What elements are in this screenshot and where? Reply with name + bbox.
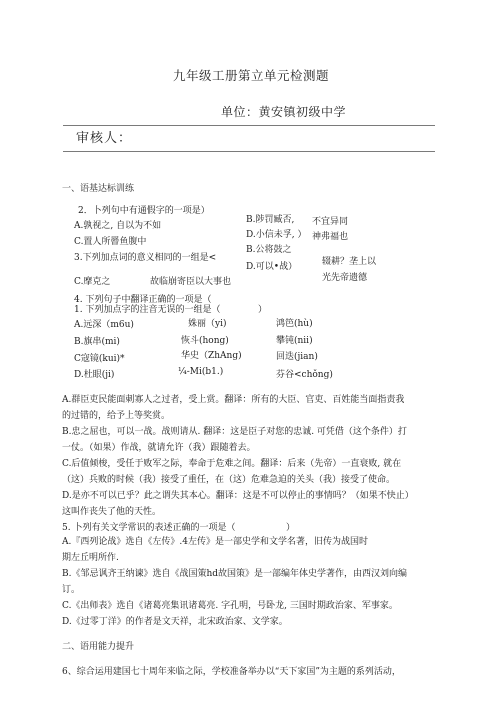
q3-option-b-tail: 辍耕？垄上以 (322, 257, 377, 267)
q3-option-c-tail: 故临崩寄臣以大事也 (150, 277, 232, 287)
unit-line: 单位：黄安镇初级中学 (221, 105, 347, 119)
translation-line-5: C.后值倾梭，受任于败军之际，奉命于危难之间。翻译：后来（先帝）一直衰败, 就在 (62, 459, 402, 469)
pinyin-b-2: 恢斗(hong) (181, 336, 229, 346)
pinyin-a-2: 姝丽（yi) (188, 319, 227, 329)
q5-line-5: C.《出师表》选自《诸葛亮集讯诸葛亮. 字孔明，号卧龙, 三国时期政治家、军事家。 (62, 601, 398, 611)
pinyin-d-1: D.杜眼(ji) (74, 370, 115, 380)
divider-top (63, 125, 435, 126)
q2-option-b-tail: 不宜异同 (312, 217, 349, 227)
q5-line-2: 期左丘明所作. (62, 553, 119, 563)
divider-bottom (63, 151, 435, 152)
q5-line-6: D.《过零丁洋》的作者是文天祥，北宋政治家、文学家。 (62, 617, 288, 627)
q2-option-c: C.置人所罾鱼腹中 (74, 237, 147, 247)
translation-line-4: 一仗。（如果）作战，就请允许（我）跟随着去。 (62, 443, 256, 453)
q5-paren: ） (286, 523, 296, 533)
q5-stem: 5. 卜列有关文学常识的表述正确的一项是（ (62, 523, 236, 533)
pinyin-b-1: B.旗串(mi) (74, 337, 120, 347)
translation-line-8: 这叫作丧失了他的天性。 (62, 507, 162, 517)
q2-option-d: D.小信未孚, ） (246, 230, 307, 240)
q3-stem: 3.下列加点词的意义相同的一组是< (74, 253, 217, 263)
q6-stem: 6、综合运用建国七十周年来临之际，学校准备举办以“天下家国”为主题的系列活动， (62, 667, 401, 677)
pinyin-b-3: 攀钝(nii) (276, 336, 313, 346)
reviewer-label: 审核人： (76, 131, 133, 146)
q3-option-b: B.公将鼓之 (246, 245, 292, 255)
section-heading-2: 二、语用能力提升 (62, 642, 135, 652)
translation-line-6: （这）兵败的时候（我）接受了重任，在（这）危难急迫的关头（我）接受了使命。 (62, 475, 396, 485)
q1-paren: ） (258, 305, 268, 315)
q4-stem: 4. 下列句子中翻译正确的一项是（ (74, 295, 212, 305)
q2-option-d-tail: 神弗福也 (312, 232, 349, 242)
q5-line-3: B.《邹忌讽齐王纳谏》选自《战国策hd故国策》是一部编年体史学著作，由西汉刘向编 (62, 569, 408, 579)
pinyin-c-2: 华史（ZhAng) (181, 351, 242, 361)
doc-title: 九年级工册第立单元检测题 (173, 68, 330, 83)
q3-option-c: C.摩克之 (74, 277, 111, 287)
pinyin-d-2: ¼-Mi(b1.) (178, 367, 224, 377)
translation-line-7: D.是亦不可以已乎？此之谓失其本心。翻译：这是不可以停止的事情吗？（如果不快止） (62, 491, 414, 501)
q2-option-b: B.陟罚臧否, (246, 215, 295, 225)
translation-line-1: A.群臣吏民能面刺寡人之过者，受上赏。翻译：所有的大臣、官吏、百姓能当面指责我 (62, 395, 405, 405)
q3-option-d-tail: 光先帝遗德 (322, 273, 368, 283)
q3-option-d: D.可以•战） (246, 262, 298, 272)
q5-line-4: 订。 (62, 585, 81, 595)
q1-pinyin-stem: 1. 下列加点字的注音无误的一组是（ (74, 305, 221, 315)
pinyin-c-1: C寇镜(kui)* (74, 354, 125, 364)
pinyin-a-3: 鸿笆(hù) (276, 319, 313, 329)
section-heading-1: 一、语基达标训练 (62, 184, 135, 194)
pinyin-d-3: 芬谷<chǒng) (276, 370, 333, 380)
q5-line-1: A.『西列论战》选自《左传》.4左传》是一部史学和文学名著，旧传为战国时 (62, 537, 368, 547)
translation-line-3: B.忠之屈也，可以一战。战则请从. 翻译：这是臣子对您的忠诚. 可凭借（这个条件）打 (62, 427, 407, 437)
q2-option-a: A.孰视之, 自以为不如 (74, 221, 162, 231)
q2-stem: 2．卜列句中有通假字的一项是） (78, 206, 210, 216)
pinyin-a-1: A.远深（m6u) (74, 320, 134, 330)
pinyin-c-3: 回迭(jian) (276, 352, 318, 362)
translation-line-2: 的过错的，给予上等奖赏。 (62, 411, 171, 421)
